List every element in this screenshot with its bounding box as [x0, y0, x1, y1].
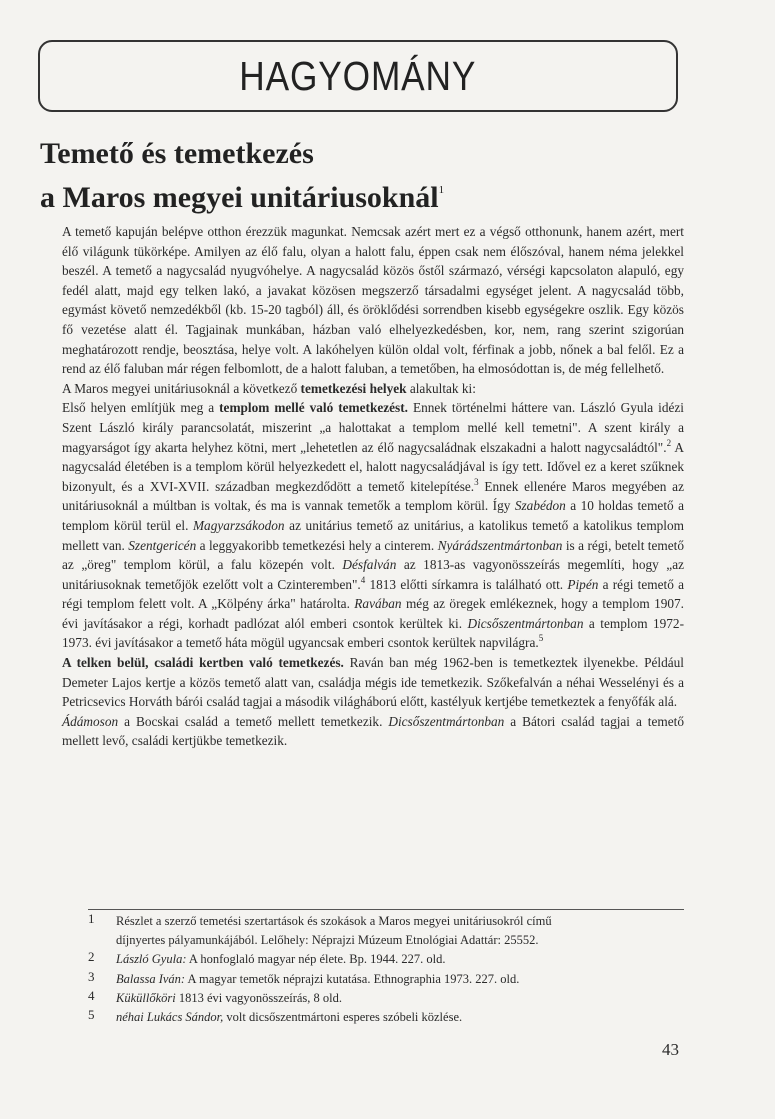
text-run: Raván ban még 1962-ben is temetkeztek ilyenekbe. Például Demeter Lajos kertje a közös temető alatt van, családja mégis ide temetkezik. Szőkefalván a néhai Wesselényi és a Petricsevics Horváth bárói család tagjai a második világháború előtt, kastélyuk kertjébe temetkeztek a fenyőfák alá. — [62, 655, 684, 710]
text-run: is a régi, betelt temető az „öreg" templom körül, a falu közepén volt. — [62, 537, 684, 573]
paragraph — [62, 222, 684, 379]
text-run: Első helyen említjük meg a — [62, 400, 220, 416]
footnote-reference: 2 — [666, 437, 672, 448]
footnote — [88, 970, 684, 989]
footnote-text: volt dicsőszentmártoni esperes szóbeli közlése. — [223, 1010, 463, 1025]
footnote-author: Küküllőköri — [116, 990, 176, 1005]
text-run: Szentgericén — [128, 537, 197, 553]
text-run: templom mellé való temetkezést. — [219, 400, 408, 416]
footnote-text: A honfoglaló magyar nép élete. Bp. 1944. 227. old. — [186, 952, 446, 967]
text-run: Ennek történelmi háttere van. László Gyula idézi Szent László király parancsolatát, miszerint „a halottakat a templom mellé kell temetni". A szent király a magyarságot így akarta helyhez kötni, mert „lehetetlen az élő nagycsaládnak elszakadni a halott nagycsaládtól". — [62, 400, 684, 455]
text-run: Ravában — [354, 596, 402, 612]
text-run: A telken belül, családi kertben való temetkezés. — [62, 655, 344, 671]
page-number: 43 — [662, 1040, 679, 1059]
text-run: Szabédon — [514, 498, 566, 514]
text-run: A temető kapuján belépve otthon érezzük magunkat. Nemcsak azért mert ez a végső otthonunk, hanem azért, mert élő világunk tükörképe. Amilyen az élő falu, olyan a halott falu, éppen csak nem élőszóval, hanem néma jelekkel beszél. A temető a nagycsalád nyugvóhelye. A nagycsalád közös őstől származó, vérségi kapcsolaton alapuló, egy fedél alatt, majd egy telken lakó, a javakat közösen megszerző társadalmi egységet jelent. A nagycsalád több, egymást követő nemzedékből (kb. 15-20 tagból) áll, és öröklődési sorrendben kisebb egységekre oszlik. Egy közös fő vezetése alatt él. Tagjainak munkában, házban való elhelyezkedésben, kor, nem, rang szerint szigorúan meghatározott rendje, beosztása, helye volt. A lakóhelyen külön oldal volt, férfinak a jobb, nőnek a bal felől. Ez a rend az élő faluban már régen felbomlott, de a halott faluban, a temetőben, ha elmosódottan is, de még fellelhető. — [62, 224, 684, 377]
text-run: Dicsőszentmártonban — [388, 713, 505, 729]
text-run: Ádámoson — [62, 713, 119, 729]
title-footnote-mark: 1 — [438, 184, 445, 196]
footnote-reference: 5 — [538, 633, 544, 644]
footnote-author: László Gyula: — [116, 952, 187, 967]
section-header-box — [38, 40, 678, 112]
text-run: a Bátori család tagjai a temető mellett levő, családi kertjükbe temetkezik. — [62, 713, 684, 749]
paragraph — [62, 653, 684, 712]
section-header-label: HAGYOMÁNY — [239, 52, 477, 99]
footnote — [88, 989, 684, 1008]
text-run: az unitárius temető az unitárius, a katolikus temető a katolikus templom mellett van. — [62, 517, 684, 553]
article-title-line-2 — [40, 172, 730, 216]
paragraph — [62, 379, 684, 399]
footnote-number: 1 — [88, 911, 95, 926]
footnote-reference: 4 — [360, 574, 366, 585]
text-run: 1813 előtti sírkamra is található ott. — [365, 576, 568, 592]
footnote-text: Részlet a szerző temetési szertartások és szokások a Maros megyei unitáriusokról című — [116, 914, 552, 928]
text-run: a 10 holdas temető a templom körül terül el. — [62, 498, 685, 533]
text-run: A Maros megyei unitáriusoknál a következő — [62, 380, 301, 396]
footnote — [88, 950, 684, 969]
article-title — [40, 135, 730, 216]
footnote-line — [88, 912, 684, 931]
article-title-line-1: Temető és temetkezés — [40, 137, 314, 170]
text-run: alakultak ki: — [406, 380, 476, 396]
footnote-line — [88, 931, 684, 950]
text-run: temetkezési helyek — [300, 380, 407, 396]
footnote-number: 3 — [88, 968, 95, 984]
text-run: a Bocskai család a temető mellett temetkezik. — [118, 713, 389, 729]
text-run: a leggyakoribb temetkezési hely a cinterem. — [196, 537, 438, 553]
text-run: Désfalván — [342, 557, 397, 573]
paragraph — [62, 398, 684, 653]
text-run: Ennek ellenére Maros megyében az unitáriusoknál a múltban is voltak, és ma is vannak temetők a templom körül. Így — [62, 478, 684, 514]
footnote-text: A magyar temetők néprajzi kutatása. Ethnographia 1973. 227. old. — [185, 971, 520, 986]
text-run: Dicsőszentmártonban — [467, 615, 584, 631]
text-run: a templom 1972-1973. évi javításakor a temető háta mögül ugyancsak emberi csontok kerültek napvilágra. — [62, 615, 684, 651]
footnotes — [88, 912, 684, 1027]
footnote-text: díjnyertes pályamunkájából. Lelőhely: Néprajzi Múzeum Etnológiai Adattár: 25552. — [116, 933, 539, 948]
text-run: Magyarzsákodon — [192, 517, 285, 533]
footnote — [88, 1008, 684, 1027]
footnote-reference: 3 — [474, 476, 479, 487]
text-run: még az öregek emlékeznek, hogy a templom 1907. évi javításakor a régi, korhadt padlózat alól emberi csontok kerültek ki. — [62, 596, 684, 631]
text-run: A nagycsalád életében is a templom körül helyezkedett el, halott nagycsaládjával is így tett. Idővel ez a keret szűknek bizonyult, és a XVI-XVII. században megkezdődött a temető kitelepítése. — [62, 439, 684, 494]
paragraph — [62, 712, 684, 751]
footnote-number: 4 — [88, 987, 95, 1003]
footnote-author: néhai Lukács Sándor, — [116, 1010, 224, 1025]
text-run: Nyárádszentmártonban — [437, 537, 563, 553]
article-title-line-2-text: a Maros megyei unitáriusoknál — [40, 181, 439, 214]
text-run: Pipén — [567, 576, 599, 592]
footnote-text: 1813 évi vagyonösszeírás, 8 old. — [175, 990, 343, 1005]
text-run: a régi temető a régi templom felett volt. A „Kölpény árka" határolta. — [62, 576, 684, 612]
footnote-divider — [88, 909, 684, 910]
footnote-number: 2 — [88, 949, 95, 965]
text-run: az 1813-as vagyonösszeírás megemlíti, hogy „az unitáriusoknak temetőjök ezelőtt volt a Czinteremben". — [62, 557, 685, 592]
article-body — [62, 222, 684, 751]
footnote-number: 5 — [88, 1007, 95, 1023]
footnote-author: Balassa Iván: — [116, 971, 186, 986]
